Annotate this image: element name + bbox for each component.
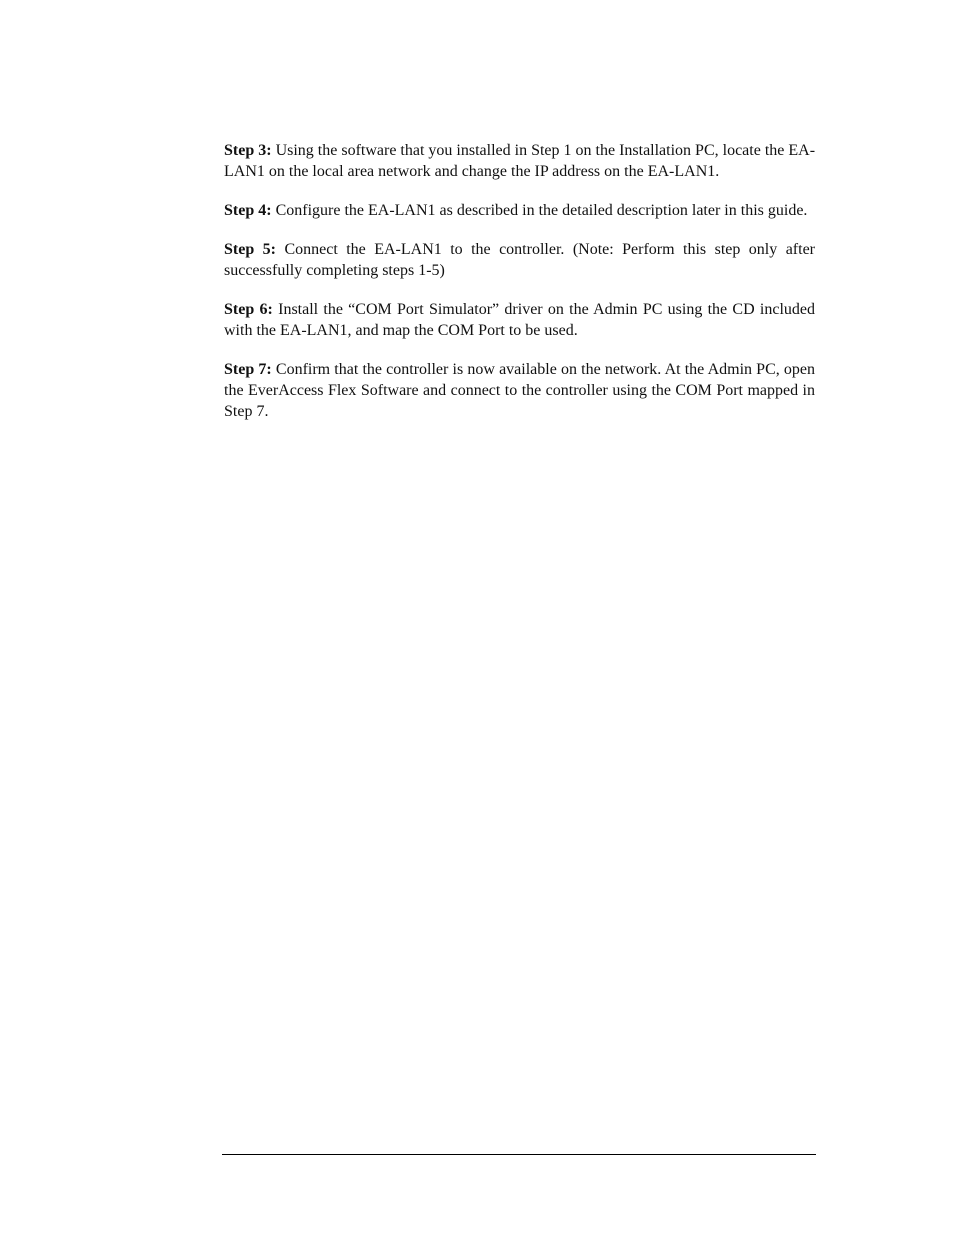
step-3-text: Using the software that you installed in Step 1 on the Installation PC, locate the EA-LAN1 on the local area network and change the IP address on the EA-LAN1. — [224, 142, 816, 180]
step-3-label: Step 3: — [224, 142, 272, 159]
step-3-paragraph — [224, 140, 815, 182]
step-5-paragraph — [224, 239, 815, 281]
step-4-text: Configure the EA-LAN1 as described in the detailed description later in this guide. — [275, 202, 808, 219]
step-6-label: Step 6: — [224, 301, 273, 318]
step-7-text: Confirm that the controller is now available on the network. At the Admin PC, open the EverAccess Flex Software and connect to the controller using the COM Port mapped in Step 7. — [224, 361, 816, 420]
step-6-text: Install the “COM Port Simulator” driver on the Admin PC using the CD included with the EA-LAN1, and map the COM Port to be used. — [224, 301, 816, 339]
step-4-label: Step 4: — [224, 202, 272, 219]
step-7-label: Step 7: — [224, 361, 272, 378]
step-4-paragraph — [224, 200, 815, 221]
step-5-text: Connect the EA-LAN1 to the controller. (Note: Perform this step only after successfully completing steps 1-5) — [224, 241, 816, 279]
step-7-paragraph — [224, 359, 815, 422]
step-5-label: Step 5: — [224, 241, 276, 258]
document-body — [224, 140, 815, 440]
step-6-paragraph — [224, 299, 815, 341]
footer-rule — [222, 1154, 816, 1155]
